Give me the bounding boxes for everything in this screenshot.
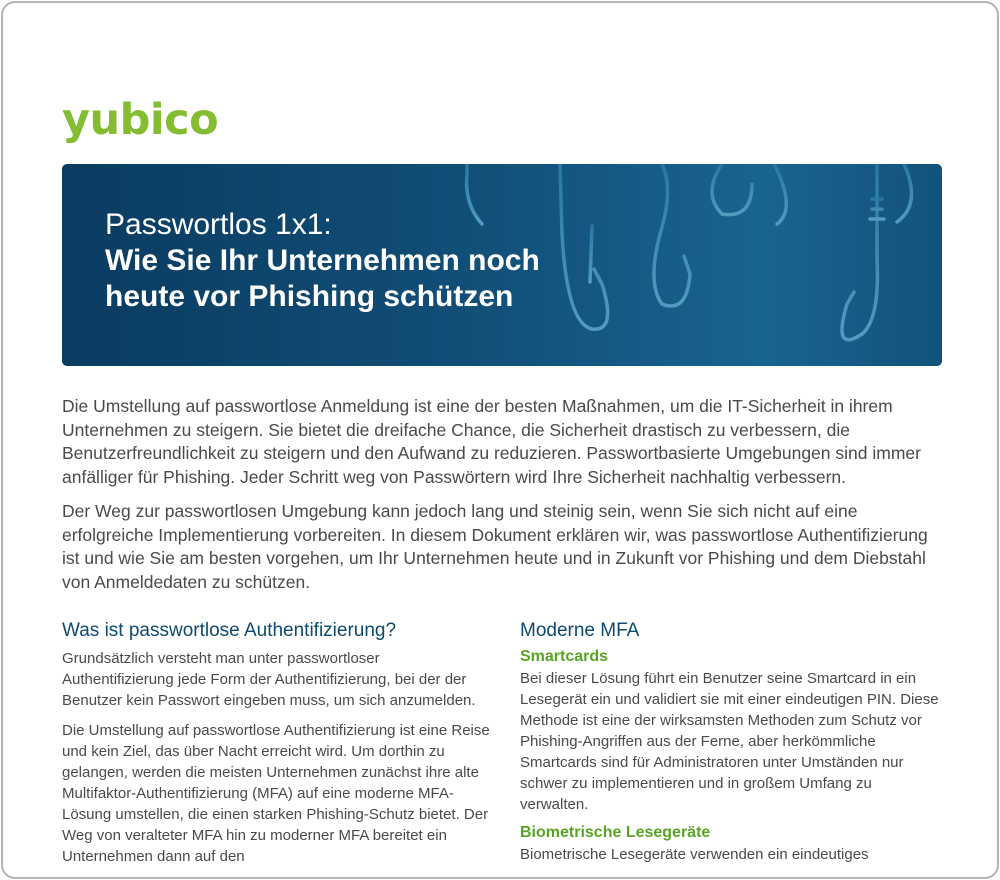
right-column — [520, 620, 940, 874]
document-page — [1, 1, 999, 879]
intro-paragraph-2: Der Weg zur passwortlosen Umgebung kann jedoch lang und steinig sein, wenn Sie sich nicht auf eine erfolgreiche Implementierung vorbereiten. In diesem Dokument erklären wir, was passwortlose Authentifizierung ist und wie Sie am besten vorgehen, um Ihr Unternehmen heute und in Zukunft vor Phishing und dem Diebstahl von Anmeldedaten zu schützen. — [62, 501, 928, 592]
right-paragraph-2: Biometrische Lesegeräte verwenden ein eindeutiges — [520, 846, 869, 863]
left-column — [62, 620, 492, 876]
subheading-biometric: Biometrische Lesegeräte — [520, 824, 711, 841]
banner-title-line1: Passwortlos 1x1: — [105, 208, 332, 241]
section-heading-passwordless: Was ist passwortlose Authentifizierung? — [62, 620, 397, 641]
yubico-logo: yubico — [62, 95, 219, 145]
hero-banner — [62, 164, 942, 366]
section-heading-modern-mfa: Moderne MFA — [520, 620, 640, 641]
right-paragraph-1: Bei dieser Lösung führt ein Benutzer seine Smartcard in ein Lesegerät ein und validiert sie mit einer eindeutigen PIN. Diese Methode ist eine der wirksamsten Methoden zum Schutz vor Phishing-Angriffen aus der Ferne, aber herkömmliche Smartcards sind für Administratoren unter Umständen nur schwer zu implementieren und in großem Umfang zu verwalten. — [520, 670, 939, 813]
banner-title-line3: heute vor Phishing schützen — [105, 280, 514, 313]
intro-paragraph-1: Die Umstellung auf passwortlose Anmeldung ist eine der besten Maßnahmen, um die IT-Sicherheit in ihrem Unternehmen zu steigern. Sie bietet die dreifache Chance, die Sicherheit drastisch zu verbessern, die Benutzerfreundlichkeit zu steigern und den Aufwand zu reduzieren. Passwortbasierte Umgebungen sind immer anfälliger für Phishing. Jeder Schritt weg von Passwörtern wird Ihre Sicherheit nachhaltig verbessern. — [62, 396, 921, 487]
banner-title-line2: Wie Sie Ihr Unternehmen noch — [105, 244, 540, 277]
banner-title — [105, 207, 540, 315]
intro-section — [62, 395, 942, 605]
left-paragraph-1: Grundsätzlich versteht man unter passwortloser Authentifizierung jede Form der Authentifizierung, bei der der Benutzer kein Passwort eingeben muss, um sich anzumelden. — [62, 650, 476, 709]
subheading-smartcards: Smartcards — [520, 648, 609, 665]
left-paragraph-2: Die Umstellung auf passwortlose Authentifizierung ist eine Reise und kein Ziel, das über Nacht erreicht wird. Um dorthin zu gelangen, werden die meisten Unternehmen zunächst ihre alte Multifaktor-Authentifizierung (MFA) auf eine moderne MFA-Lösung umstellen, die einen starken Phishing-Schutz bietet. Der Weg von veralteter MFA hin zu moderner MFA bereitet ein Unternehmen dann auf den — [62, 722, 490, 865]
